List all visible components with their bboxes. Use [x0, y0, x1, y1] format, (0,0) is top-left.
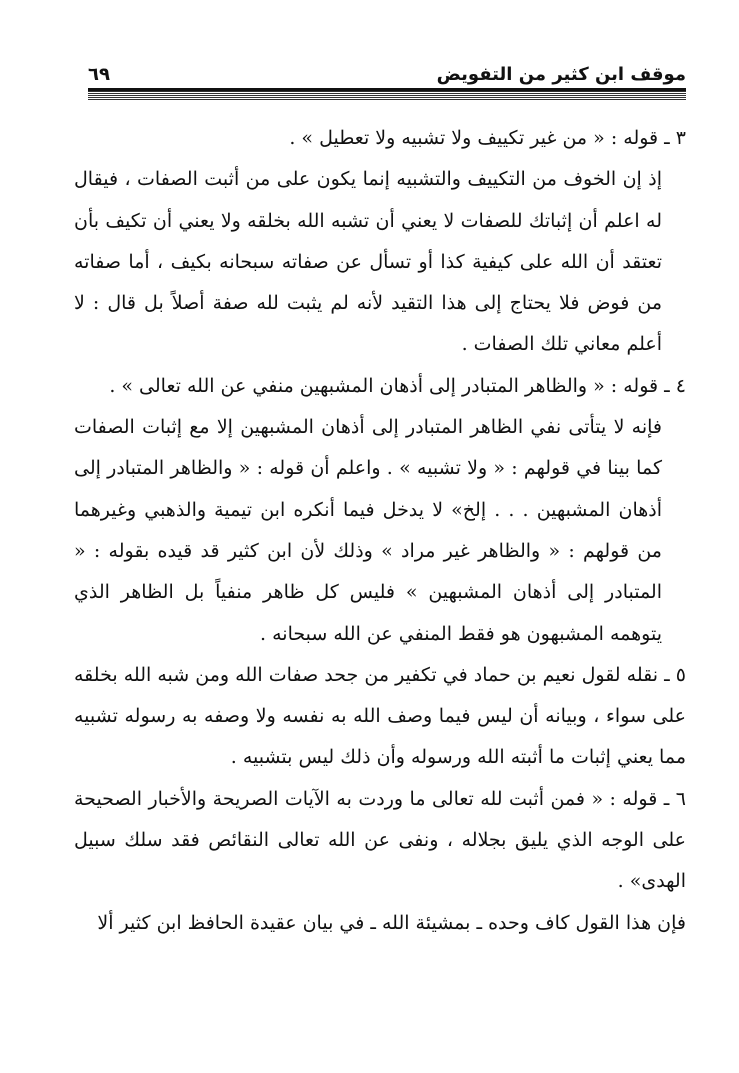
point-3-heading: ٣ ـ قوله : « من غير تكييف ولا تشبيه ولا تعطيل » . — [289, 127, 686, 149]
point-4-body: فإنه لا يتأتى نفي الظاهر المتبادر إلى أذهان المشبهين إلا مع إثبات الصفات كما بينا في قولهم : « ولا تشبيه » . واعلم أن قوله : « والظاهر المتبادر إلى أذهان المشبهين . . . إلخ» لا يدخل فيما أنكره ابن تيمية والذهبي وغيرهما من قولهم : « والظاهر غير مراد » وذلك لأن ابن كثير قد قيده بقوله : « المتبادر إلى أذهان المشبهين » فليس كل ظاهر منفياً بل الظاهر الذي يتوهمه المشبهون هو فقط المنفي عن الله سبحانه . — [74, 416, 662, 645]
header-rule — [88, 88, 686, 100]
point-4-heading: ٤ ـ قوله : « والظاهر المتبادر إلى أذهان المشبهين منفي عن الله تعالى » . — [109, 374, 686, 397]
point-5-paragraph: ٥ ـ نقله لقول نعيم بن حماد في تكفير من جحد صفات الله ومن شبه الله بخلقه على سواء ، وبيانه أن ليس فيما وصف الله به نفسه ولا وصفه به رسوله تشبيه مما يعني إثبات ما أثبته الله ورسوله وأن ذلك ليس بتشبيه . — [74, 663, 686, 769]
page-number: ٦٩ — [88, 64, 110, 85]
page-header — [88, 55, 686, 85]
page-body — [74, 118, 686, 944]
point-6-paragraph: ٦ ـ قوله : « فمن أثبت لله تعالى ما وردت به الآيات الصريحة والأخبار الصحيحة على الوجه الذي يليق بجلاله ، ونفى عن الله تعالى النقائص فقد سلك سبيل الهدى» . — [74, 787, 686, 893]
point-3-body: إذ إن الخوف من التكييف والتشبيه إنما يكون على من أثبت الصفات ، فيقال له اعلم أن إثباتك للصفات لا يعني أن تشبه الله بخلقه ولا يعني أن تكيف بأن تعتقد أن الله على كيفية كذا أو تسأل عن صفاته سبحانه بكيف ، أما صفاته من فوض فلا يحتاج إلى هذا التقيد لأنه لم يثبت لله صفة أصلاً بل قال : لا أعلم معاني تلك الصفات . — [74, 168, 662, 356]
running-title: موقف ابن كثير من التفويض — [436, 64, 686, 85]
closing-paragraph: فإن هذا القول كاف وحده ـ بمشيئة الله ـ في بيان عقيدة الحافظ ابن كثير ألا — [97, 911, 686, 934]
